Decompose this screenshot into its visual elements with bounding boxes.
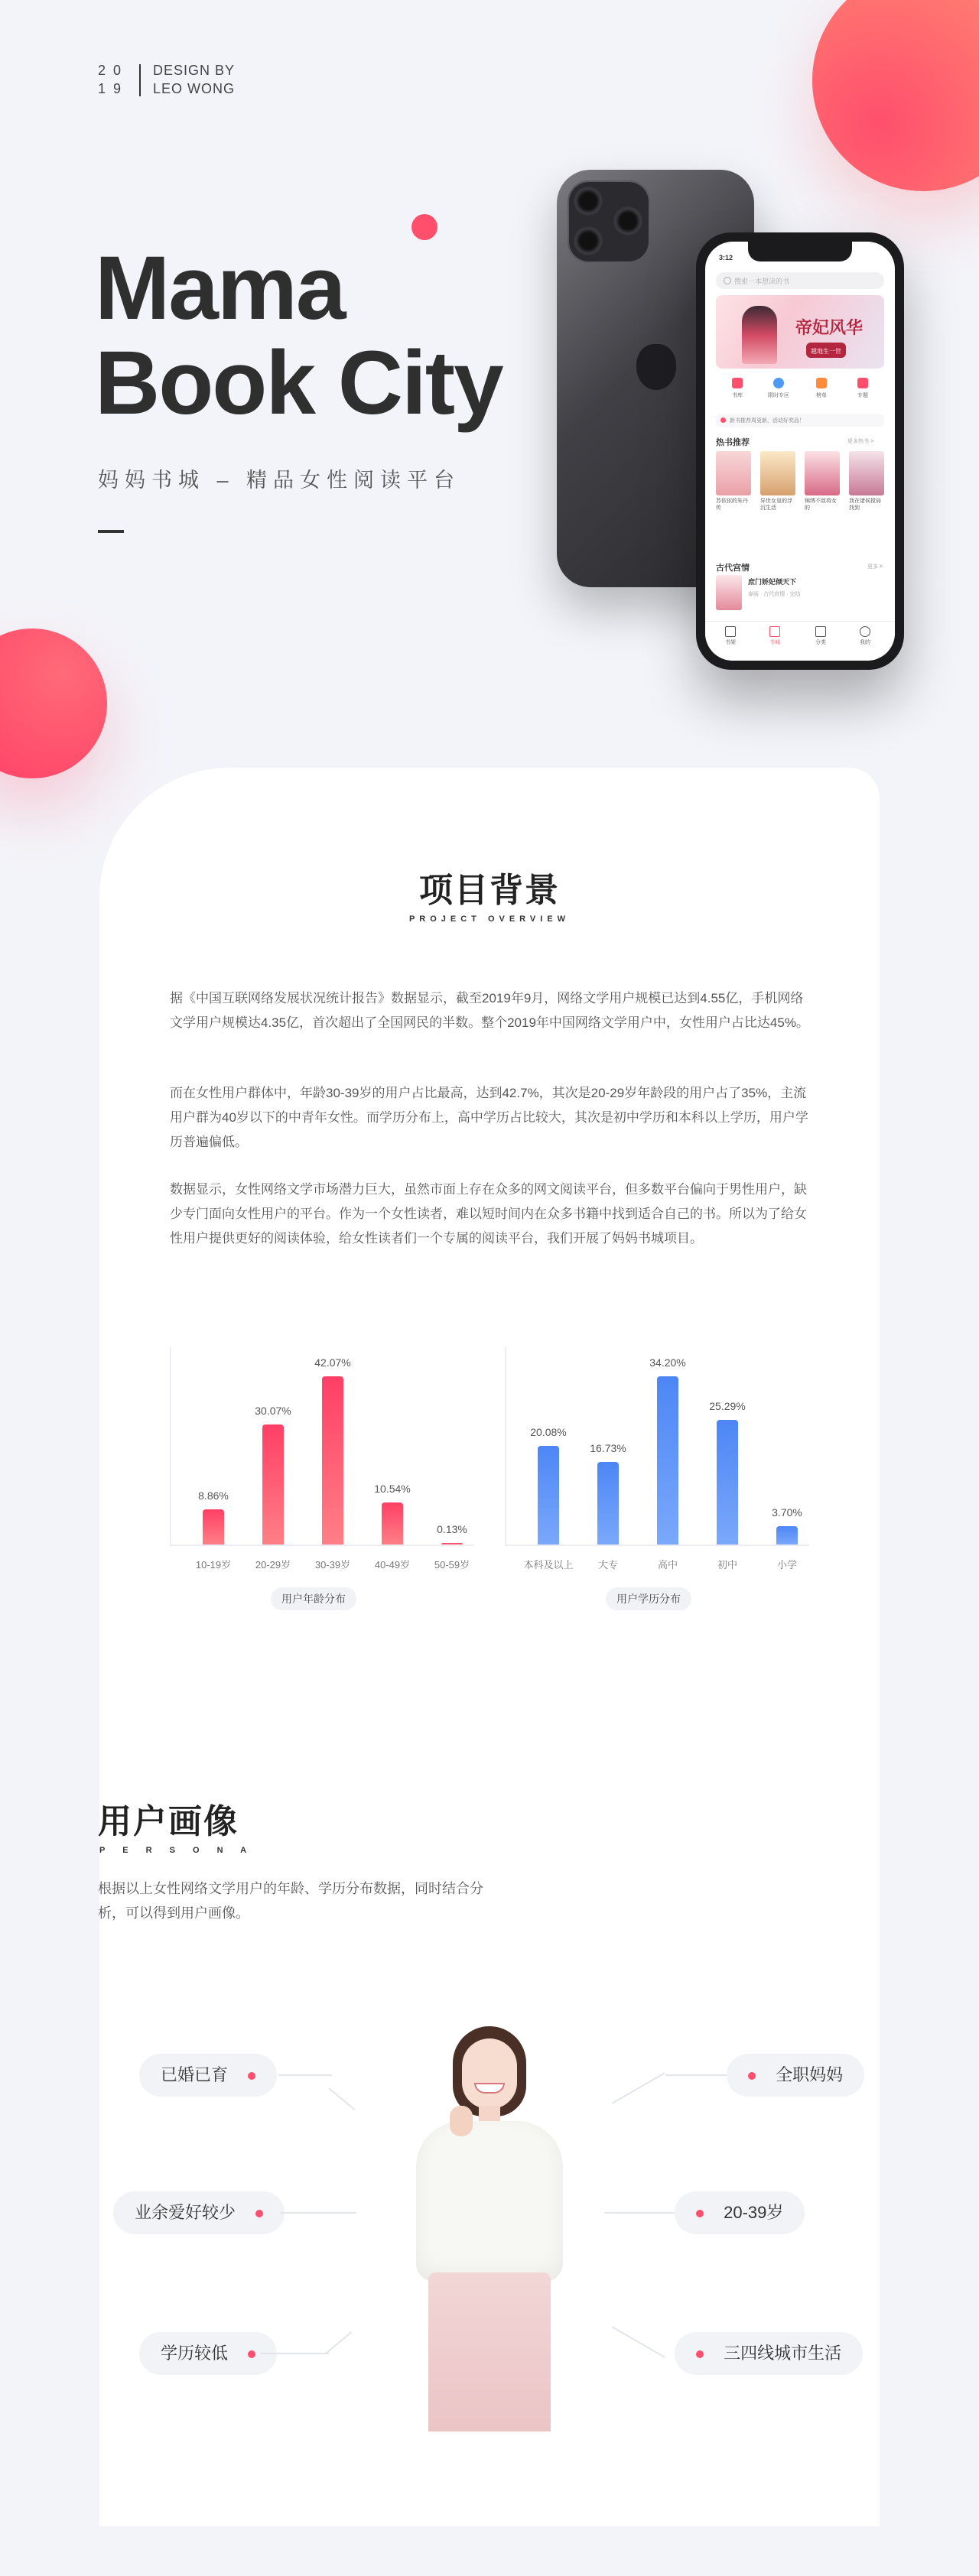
book-title: 我在诸侯搅局找到 xyxy=(849,499,881,511)
chart-axis-x xyxy=(170,1545,474,1546)
tag-connector xyxy=(278,2074,332,2076)
hero-title-line2: Book City xyxy=(95,333,503,434)
book-card[interactable] xyxy=(849,451,884,512)
ancient-book-row[interactable] xyxy=(716,575,884,613)
overview-paragraph-2: 而在女性用户群体中，年龄30-39岁的用户占比最高，达到42.7%，其次是20-29岁年龄段的用户占了35%，主流用户群为40岁以下的中青年女性。而学历分布上，高中学历占比较大，其次是初中学历和本科以上学历，用户学历普遍偏低。 xyxy=(170,1086,808,1149)
chart-category-label: 40-49岁 xyxy=(374,1559,411,1571)
designer-credit xyxy=(153,61,235,98)
chart-category-label: 初中 xyxy=(717,1559,737,1571)
tag-dot xyxy=(248,2072,255,2080)
design-by-label: DESIGN BY xyxy=(153,63,236,78)
profile-icon xyxy=(860,626,870,637)
chart-category-label: 20-29岁 xyxy=(255,1559,291,1571)
notice-icon xyxy=(720,417,726,423)
chart-value-label: 20.08% xyxy=(530,1425,567,1438)
tag-dot xyxy=(696,2350,704,2358)
age-chart xyxy=(170,1347,476,1571)
chart-axis-x xyxy=(505,1545,809,1546)
category-icon xyxy=(815,626,826,637)
book-cover xyxy=(716,575,742,610)
persona-face xyxy=(462,2038,517,2109)
book-cover xyxy=(716,451,751,495)
persona-title: 用户画像 xyxy=(98,1803,239,1840)
hero-title xyxy=(95,238,503,434)
chart-bar xyxy=(203,1509,224,1545)
nav-item[interactable] xyxy=(722,378,753,399)
nav-item[interactable] xyxy=(806,378,837,399)
search-placeholder: 搜索一本想读的书 xyxy=(734,278,790,285)
persona-description: 根据以上女性网络文学用户的年龄、学历分布数据，同时结合分析，可以得到用户画像。 xyxy=(98,1881,483,1921)
education-chart-title: 用户学历分布 xyxy=(606,1587,691,1610)
chart-value-label: 3.70% xyxy=(772,1506,802,1519)
tag-connector xyxy=(280,2212,356,2214)
chart-value-label: 25.29% xyxy=(709,1400,746,1413)
persona-tag-city xyxy=(675,2332,863,2375)
chart-value-label: 42.07% xyxy=(314,1356,351,1369)
tag-label: 业余爱好较少 xyxy=(135,2203,236,2222)
nav-label: 专题 xyxy=(857,393,868,398)
ancient-more-link[interactable]: 更多 > xyxy=(867,564,883,570)
chart-bar xyxy=(322,1376,343,1545)
tab-label: 分类 xyxy=(815,640,826,645)
camera-lens xyxy=(574,226,603,255)
chart-value-label: 10.54% xyxy=(374,1482,411,1495)
persona-tag-fulltime-mom xyxy=(727,2054,864,2097)
chart-bar xyxy=(776,1526,798,1545)
book-card[interactable] xyxy=(805,451,840,512)
chart-bar xyxy=(538,1446,559,1545)
chart-value-label: 0.13% xyxy=(437,1523,467,1535)
hero-dash xyxy=(98,530,124,533)
tag-label: 已婚已育 xyxy=(161,2065,229,2084)
book-title: 锦绣不敌将女的 xyxy=(805,499,837,511)
persona-tag-education xyxy=(139,2332,277,2375)
book-title: 苏依依的朱丹传 xyxy=(716,499,748,511)
tag-connector xyxy=(604,2212,675,2214)
hot-more-link[interactable]: 更多热书 > xyxy=(847,439,874,444)
chart-category-label: 30-39岁 xyxy=(314,1559,351,1571)
book-card[interactable] xyxy=(716,451,751,512)
book-icon xyxy=(732,378,743,388)
designer-name: LEO WONG xyxy=(153,81,236,96)
chart-axis-y xyxy=(170,1347,171,1545)
age-chart-title: 用户年龄分布 xyxy=(271,1587,356,1610)
persona-hand xyxy=(450,2106,473,2136)
persona-photo xyxy=(398,2026,581,2431)
tab-category[interactable] xyxy=(809,626,832,646)
chart-category-label: 小学 xyxy=(776,1559,797,1571)
chart-bar xyxy=(597,1462,619,1545)
tab-bookshelf[interactable] xyxy=(719,626,742,646)
year-top: 20 xyxy=(98,63,129,78)
tab-profile[interactable] xyxy=(854,626,877,646)
book-card[interactable] xyxy=(760,451,795,512)
tab-bookstore[interactable] xyxy=(763,626,786,646)
tag-dot xyxy=(255,2210,263,2217)
nav-label: 榜单 xyxy=(816,393,827,398)
nav-item[interactable] xyxy=(763,378,794,399)
decor-circle-left xyxy=(0,629,107,778)
book-cover xyxy=(760,451,795,495)
search-icon xyxy=(724,277,731,284)
clock-icon xyxy=(773,378,784,388)
book-cover xyxy=(849,451,884,495)
camera-module xyxy=(568,180,650,263)
education-chart xyxy=(505,1347,811,1571)
ancient-section-title: 古代宫情 xyxy=(716,564,750,573)
camera-lens xyxy=(574,187,603,216)
search-bar[interactable] xyxy=(716,272,884,289)
decor-dot xyxy=(411,214,437,240)
hot-books xyxy=(716,451,884,520)
phone-screen xyxy=(705,242,895,661)
tag-label: 三四线城市生活 xyxy=(724,2344,842,2363)
notice-text: 新书推荐周更新，活动好奖品！ xyxy=(730,418,805,424)
chart-bar xyxy=(441,1543,463,1545)
ancient-book-title: 庶门娇妃倾天下 xyxy=(748,578,797,586)
book-title: 异世女皇的浮沉生活 xyxy=(760,499,792,511)
bookshelf-icon xyxy=(725,626,736,637)
decor-circle-top-right xyxy=(812,0,979,191)
chart-value-label: 30.07% xyxy=(255,1404,291,1417)
tab-label: 书城 xyxy=(769,640,780,645)
tag-dot xyxy=(696,2210,704,2217)
tab-label: 我的 xyxy=(860,640,870,645)
trophy-icon xyxy=(816,378,827,388)
chart-category-label: 高中 xyxy=(657,1559,678,1571)
persona-tag-age xyxy=(675,2191,805,2234)
tag-label: 20-39岁 xyxy=(724,2203,784,2222)
persona-tag-hobbies xyxy=(113,2191,285,2234)
chart-axis-y xyxy=(505,1347,506,1545)
notice-bar[interactable] xyxy=(716,414,884,427)
tab-bar xyxy=(705,621,895,661)
nav-label: 书库 xyxy=(732,393,743,398)
banner[interactable] xyxy=(716,295,884,369)
topic-icon xyxy=(857,378,868,388)
camera-lens xyxy=(613,206,642,236)
chart-bar xyxy=(262,1424,284,1545)
persona-skirt xyxy=(428,2272,551,2431)
tag-label: 全职妈妈 xyxy=(776,2065,844,2084)
banner-subtitle: 越地生一世 xyxy=(811,348,841,355)
nav-item[interactable] xyxy=(847,378,878,399)
chart-category-label: 10-19岁 xyxy=(195,1559,232,1571)
nav-label: 限时专区 xyxy=(768,393,789,398)
bookstore-icon xyxy=(769,626,780,637)
chart-category-label: 大专 xyxy=(597,1559,618,1571)
overview-title: 项目背景 xyxy=(419,872,560,909)
hero-title-line1: Mama xyxy=(95,238,345,339)
overview-paragraph-1: 据《中国互联网络发展状况统计报告》数据显示，截至2019年9月，网络文学用户规模已达到4.55亿，手机网络文学用户规模达4.35亿，首次超出了全国网民的半数。整个2019年中国网络文学用户中，女性用户占比达45%。 xyxy=(170,991,809,1030)
hot-section-title: 热书推荐 xyxy=(716,438,750,447)
persona-sweater xyxy=(416,2121,563,2282)
year-label xyxy=(98,61,128,98)
tag-label: 学历较低 xyxy=(161,2344,229,2363)
tag-connector xyxy=(260,2353,329,2354)
phone-notch xyxy=(748,242,852,261)
year-bottom: 19 xyxy=(98,81,129,96)
hero-subtitle: 妈妈书城 – 精品女性阅读平台 xyxy=(98,469,461,492)
persona-subtitle: P E R S O N A xyxy=(99,1846,255,1855)
quick-nav xyxy=(716,378,884,408)
chart-bar xyxy=(717,1420,738,1545)
chart-bar xyxy=(382,1502,403,1545)
chart-value-label: 16.73% xyxy=(590,1442,626,1455)
status-time: 3:12 xyxy=(719,254,733,261)
book-cover xyxy=(805,451,840,495)
ancient-book-meta: 春雨 · 古代宫情 · 完结 xyxy=(748,592,801,597)
meta-divider xyxy=(139,64,141,96)
overview-paragraph-3: 数据显示，女性网络文学市场潜力巨大，虽然市面上存在众多的网文阅读平台，但多数平台偏向于男性用户，缺少专门面向女性用户的平台。作为一个女性读者，难以短时间内在众多书籍中找到适合自己的书。所以为了给女性用户提供更好的阅读体验，给女性读者们一个专属的阅读平台，我们开展了妈妈书城项目。 xyxy=(170,1182,807,1246)
tag-connector xyxy=(665,2074,727,2076)
overview-subtitle: PROJECT OVERVIEW xyxy=(408,914,571,924)
chart-value-label: 34.20% xyxy=(649,1356,686,1369)
banner-figure xyxy=(742,306,777,364)
tab-label: 书架 xyxy=(725,640,736,645)
apple-logo-icon xyxy=(636,344,676,390)
persona-tag-married xyxy=(139,2054,277,2097)
banner-badge xyxy=(806,343,846,358)
chart-value-label: 8.86% xyxy=(198,1489,229,1502)
chart-category-label: 50-59岁 xyxy=(434,1559,470,1571)
tag-dot xyxy=(748,2072,756,2080)
tag-dot xyxy=(248,2350,255,2358)
banner-title: 帝妃风华 xyxy=(795,318,864,338)
chart-bar xyxy=(657,1376,678,1545)
chart-category-label: 本科及以上 xyxy=(523,1559,574,1571)
